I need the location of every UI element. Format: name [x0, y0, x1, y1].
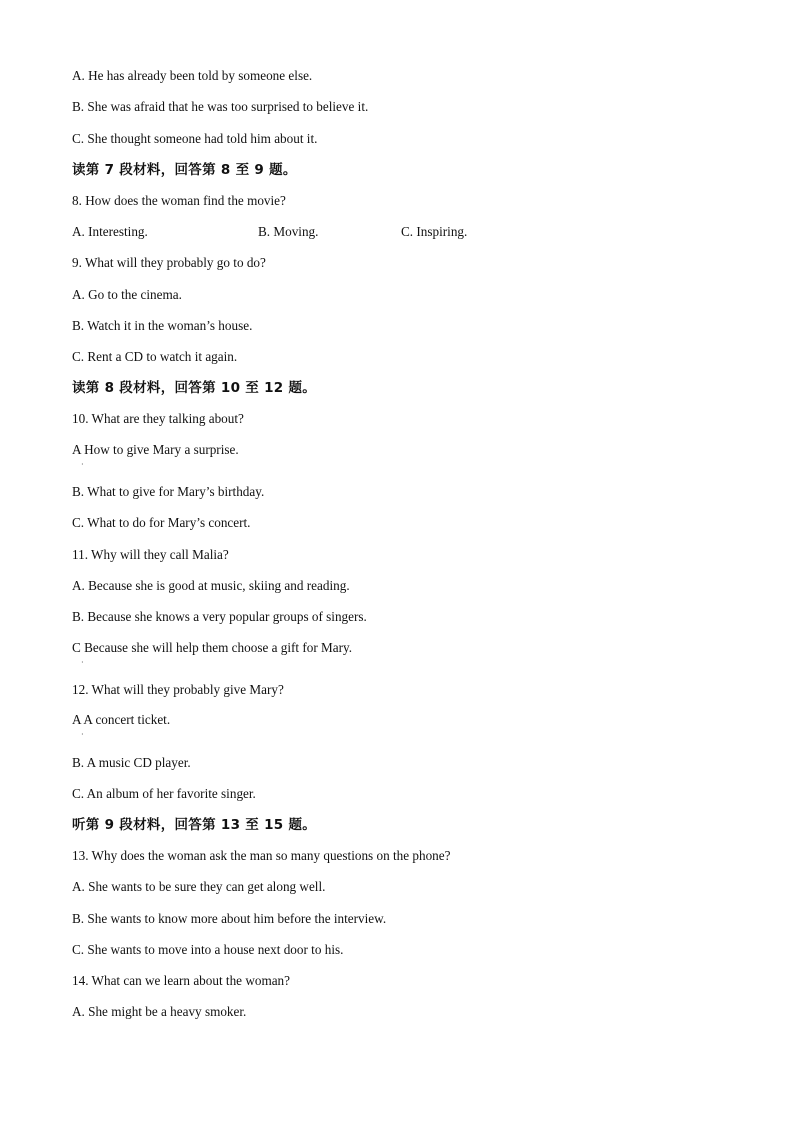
question-12: 12. What will they probably give Mary?: [72, 682, 284, 697]
option-c-q8: C. Inspiring.: [401, 224, 468, 239]
option-a-q8: A. Interesting.: [72, 224, 148, 239]
option-a-q9: A. Go to the cinema.: [72, 287, 182, 302]
stray-dot: ·: [81, 460, 84, 469]
option-a-q13: A. She wants to be sure they can get along well.: [72, 879, 326, 894]
option-b-q10: B. What to give for Mary’s birthday.: [72, 484, 265, 499]
option-b-q12: B. A music CD player.: [72, 755, 191, 770]
section-heading-8: 读第 8 段材料，回答第 10 至 12 题。: [72, 380, 317, 396]
section-heading-7: 读第 7 段材料，回答第 8 至 9 题。: [72, 162, 297, 178]
option-b-q9: B. Watch it in the woman’s house.: [72, 318, 253, 333]
option-a-q7: A. He has already been told by someone else.: [72, 68, 313, 83]
option-c-q11: C Because she will help them choose a gift for Mary.: [72, 640, 353, 655]
question-8: 8. How does the woman find the movie?: [72, 193, 286, 208]
option-c-q10: C. What to do for Mary’s concert.: [72, 515, 251, 530]
option-b-q11: B. Because she knows a very popular groups of singers.: [72, 609, 367, 624]
option-b-q8: B. Moving.: [258, 224, 319, 239]
question-10: 10. What are they talking about?: [72, 411, 244, 426]
section-heading-9: 听第 9 段材料，回答第 13 至 15 题。: [72, 817, 317, 833]
option-a-q11: A. Because she is good at music, skiing and reading.: [72, 578, 350, 593]
option-c-q13: C. She wants to move into a house next door to his.: [72, 942, 344, 957]
option-a-q10: A How to give Mary a surprise.: [72, 442, 239, 457]
question-9: 9. What will they probably go to do?: [72, 255, 266, 270]
question-13: 13. Why does the woman ask the man so many questions on the phone?: [72, 848, 451, 863]
option-a-q14: A. She might be a heavy smoker.: [72, 1004, 247, 1019]
option-b-q7: B. She was afraid that he was too surprised to believe it.: [72, 99, 369, 114]
option-b-q13: B. She wants to know more about him before the interview.: [72, 911, 387, 926]
option-c-q9: C. Rent a CD to watch it again.: [72, 349, 238, 364]
stray-dot: ·: [81, 730, 84, 739]
question-14: 14. What can we learn about the woman?: [72, 973, 290, 988]
question-11: 11. Why will they call Malia?: [72, 547, 229, 562]
option-c-q7: C. She thought someone had told him about it.: [72, 131, 318, 146]
option-a-q12: A A concert ticket.: [72, 712, 171, 727]
stray-dot: ·: [81, 658, 84, 667]
option-c-q12: C. An album of her favorite singer.: [72, 786, 256, 801]
